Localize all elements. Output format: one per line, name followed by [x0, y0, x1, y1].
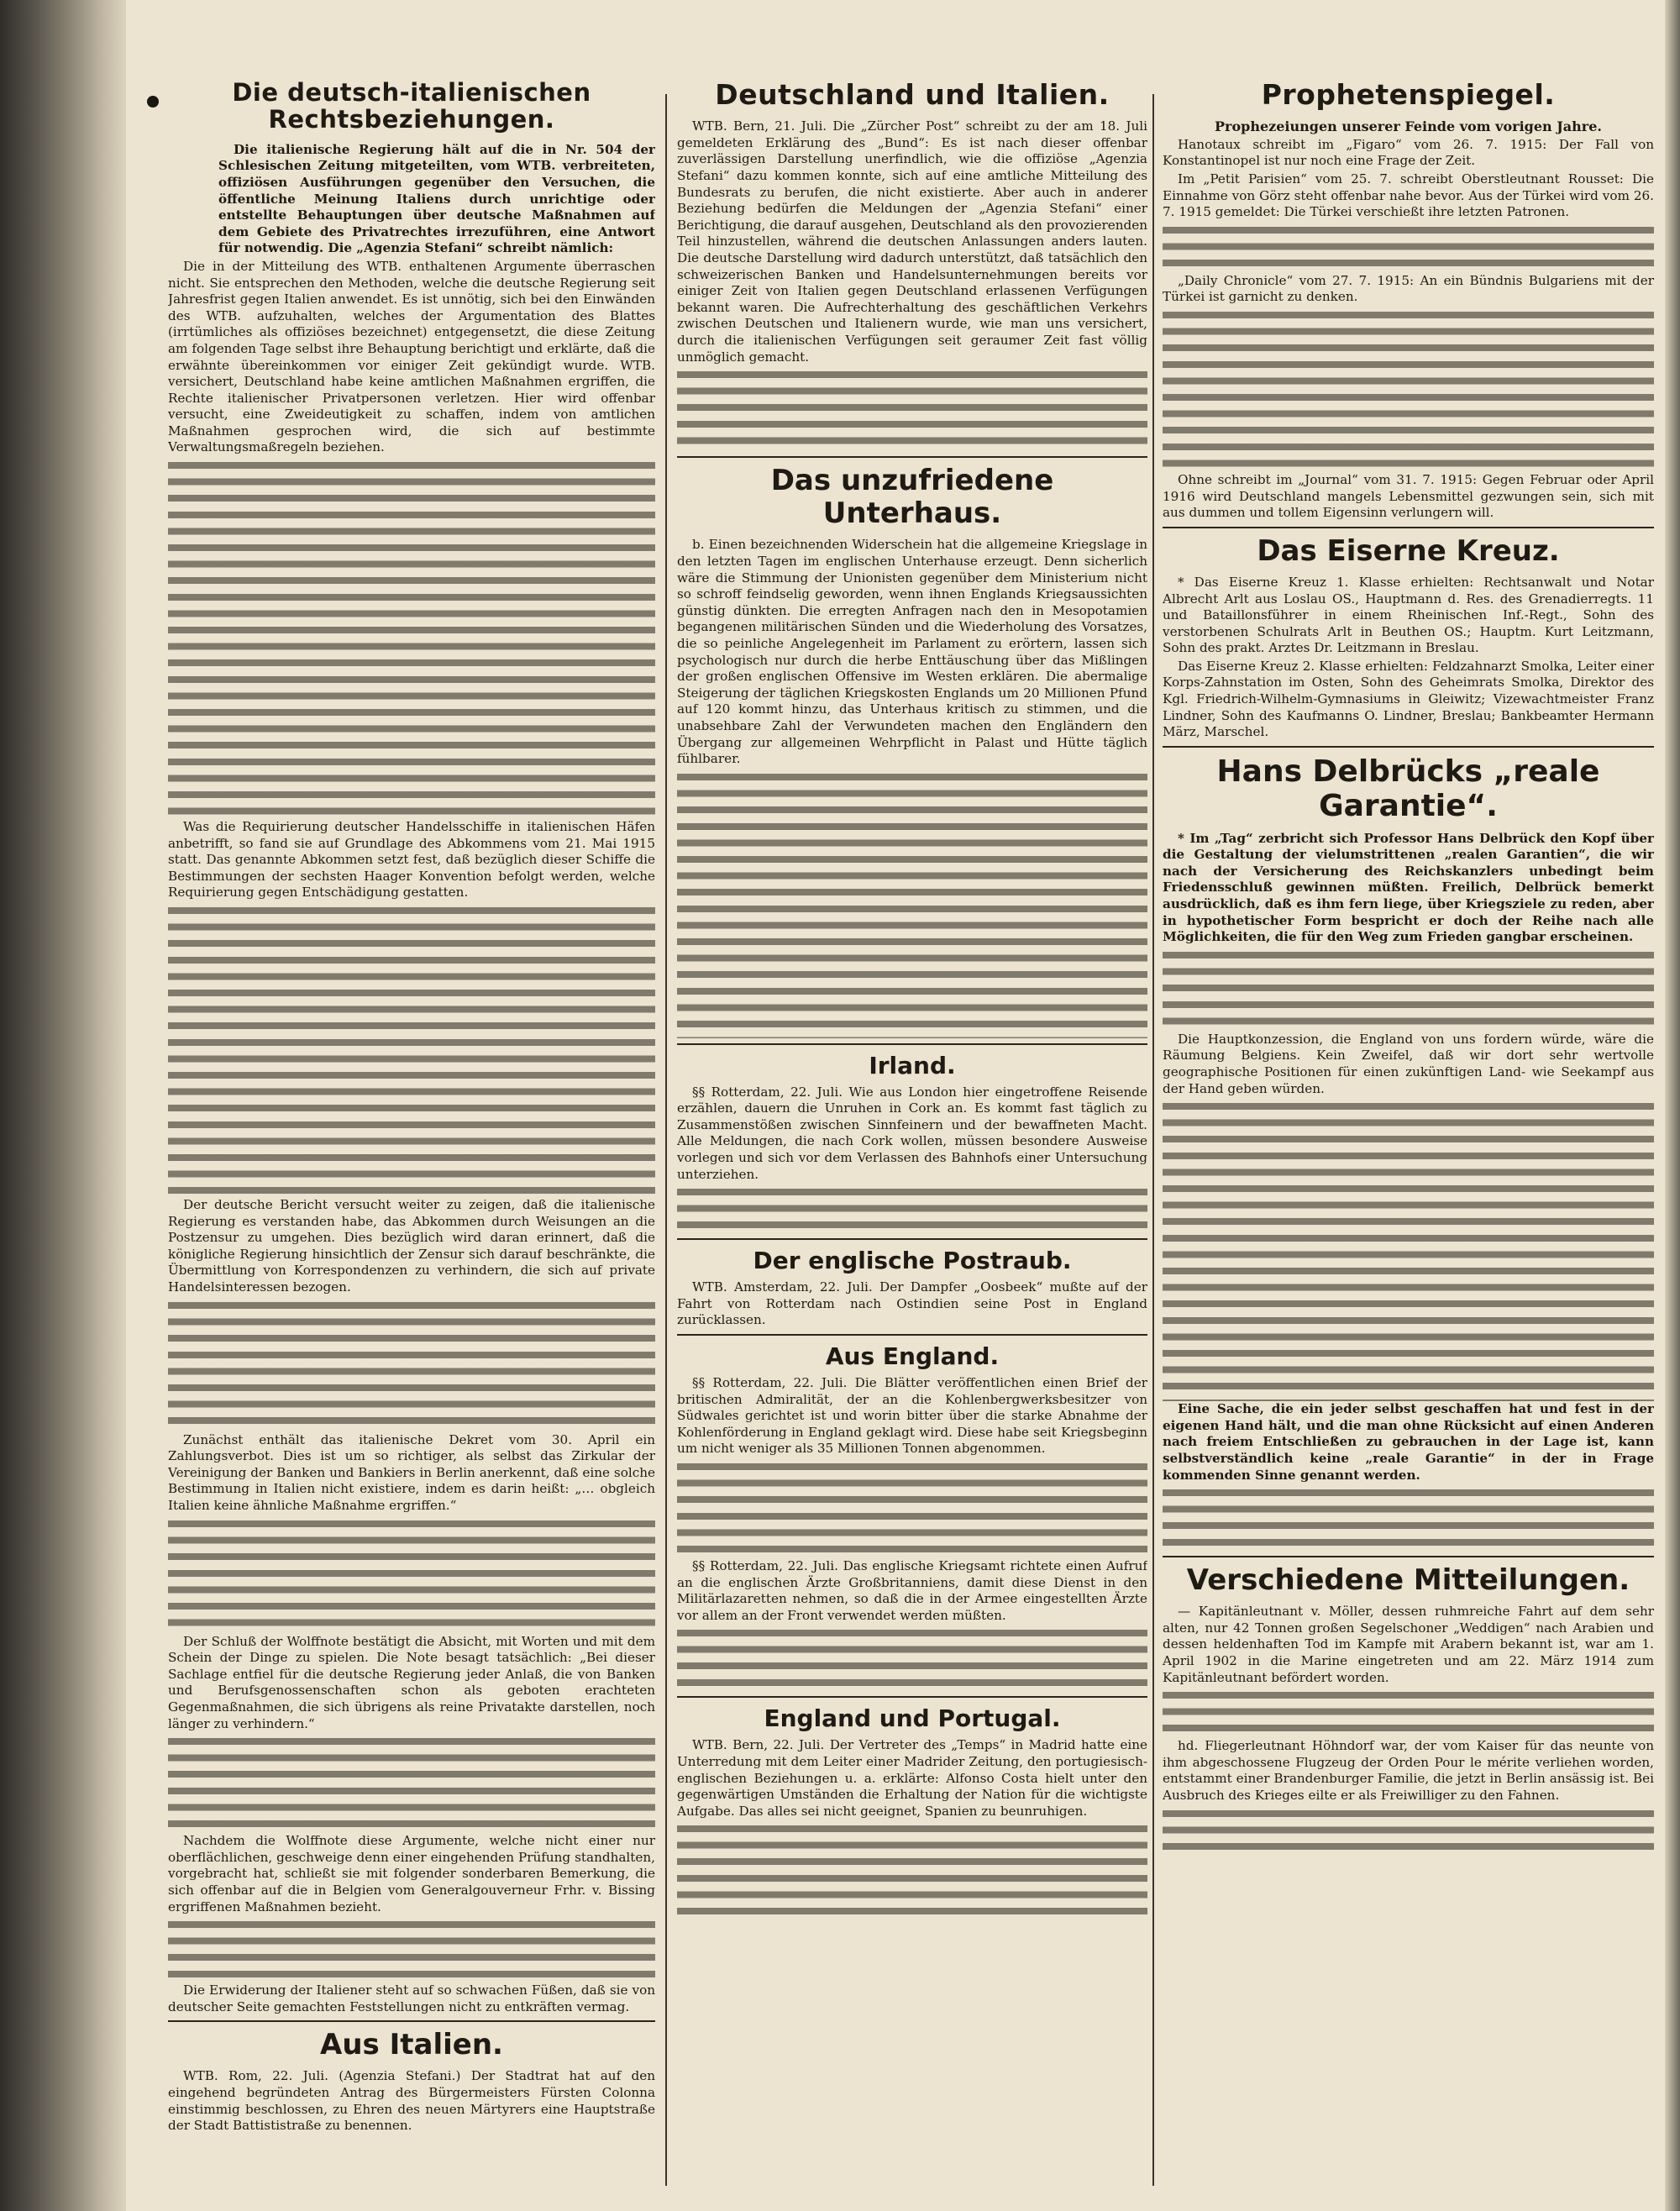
article-paragraph: §§ Rotterdam, 22. Juli. Wie aus London hier eingetroffene Reisende erzählen, dauern die Unruhen in Cork an. Es kommt fast täglich zu Zusammenstößen zwischen Sinnfeinern und der bewaffneten Macht. Alle Meldungen, die nach Cork wollen, müssen besondere Ausweise vorlegen und sich vor dem Verlassen des Bahnhofs einer Untersuchung unterziehen. [677, 1084, 1147, 1182]
book-binding-shadow [0, 0, 126, 2211]
column-rule [1152, 94, 1154, 2186]
article-paragraph: Hanotaux schreibt im „Figaro“ vom 26. 7. 1915: Der Fall von Konstantinopel ist nur noch eine Frage der Zeit. [1163, 136, 1654, 169]
text-lines [168, 1734, 655, 1833]
article-paragraph: Was die Requirierung deutscher Handelsschiffe in italienischen Häfen anbetrifft, so fand sie auf Grundlage des Abkommens vom 21. Mai 1915 statt. Das genannte Abkommen setzt fest, daß bezüglich dieser Schiffe die Bestimmungen der sechsten Haager Konvention befolgt werden, welche Requirierung gegen Entschädigung gestatten. [168, 819, 655, 901]
article-paragraph: §§ Rotterdam, 22. Juli. Das englische Kriegsamt richtete einen Aufruf an die englischen Ärzte Großbritanniens, damit diese Dienst in den Militärlazaretten nehmen, so daß die in der Armee eingestellten Ärzte vor allem an der Front verwendet werden müßten. [677, 1558, 1147, 1623]
article-paragraph: Im „Petit Parisien“ vom 25. 7. schreibt Oberstleutnant Rousset: Die Einnahme von Görz steht offenbar nahe bevor. Aus der Türkei wird vom 26. 7. 1915 gemeldet: Die Türkei verschießt ihre letzten Patronen. [1163, 171, 1654, 220]
article-intro: Die italienische Regierung hält auf die in Nr. 504 der Schlesischen Zeitung mitgeteilten, vom WTB. verbreiteten, offiziösen Ausführungen gegenüber den Versuchen, die öffentliche Meinung Italiens durch unrichtige oder entstellte Behauptungen über deutsche Maßnahmen auf dem Gebiete des Privatrechtes irrezuführen, eine Antwort für notwendig. Die „Agenzia Stefani“ schreibt nämlich: [218, 141, 655, 256]
article-subtitle: Prophezeiungen unserer Feinde vom vorigen Jahre. [1215, 118, 1602, 135]
page-edge [1665, 0, 1680, 2211]
text-lines [677, 1459, 1147, 1558]
article-paragraph: * Im „Tag“ zerbricht sich Professor Hans Delbrück den Kopf über die Gestaltung der vielumstrittenen „realen Garantien“, die wir nach der Versicherung des Reichskanzlers unbedingt beim Friedensschluß gewinnen müßten. Freilich, Delbrück bemerkt ausdrücklich, daß es ihm fern liege, über Kriegsziele zu reden, aber in hypothetischer Form bespricht er doch der Reihe nach alle Möglichkeiten, die für den Weg zum Frieden gangbar erscheinen. [1163, 830, 1654, 945]
section-bullet [147, 96, 159, 108]
article-title: Die deutsch-italienischen Rechtsbeziehungen. [232, 80, 591, 134]
section-title: Aus England. [825, 1342, 1000, 1371]
section-rule [168, 2020, 655, 2022]
section-title: Aus Italien. [320, 2028, 503, 2062]
article-paragraph: Ohne schreibt im „Journal“ vom 31. 7. 1915: Gegen Februar oder April 1916 wird Deutschland mangels Lebensmittel gezwungen sein, sich mit aus dummen und tollem Eigensinn verlungern will. [1163, 472, 1654, 521]
article-paragraph: Eine Sache, die ein jeder selbst geschaffen hat und fest in der eigenen Hand hält, und die man ohne Rücksicht auf einen Anderen nach freiem Entschließen zu gebrauchen in der Lage ist, kann selbstverständlich keine „reale Garantie“ in der in Frage kommenden Sinne genannt werden. [1163, 1401, 1654, 1483]
text-lines [1163, 1806, 1654, 1857]
section-rule [677, 456, 1147, 458]
text-lines [168, 458, 655, 819]
text-lines [677, 1625, 1147, 1691]
column-middle [677, 80, 1147, 2194]
column-rule [665, 94, 667, 2186]
article-paragraph: WTB. Rom, 22. Juli. (Agenzia Stefani.) Der Stadtrat hat auf den eingehend begründeten Antrag des Bürgermeisters Fürsten Colonna einstimmig beschlossen, zu Ehren des neuen Märtyrers eine Hauptstraße der Stadt Battististraße zu benennen. [168, 2068, 655, 2134]
article-paragraph: Die Hauptkonzession, die England von uns fordern würde, wäre die Räumung Belgiens. Kein Zweifel, daß wir dort sehr wertvolle geographische Positionen für einen zukünftigen Land- wie Seekampf aus der Hand geben würden. [1163, 1031, 1654, 1096]
text-lines [1163, 307, 1654, 472]
text-lines [168, 1516, 655, 1634]
article-paragraph: Die Erwiderung der Italiener steht auf so schwachen Füßen, daß sie von deutscher Seite gemachten Feststellungen nicht zu entkräften vermag. [168, 1983, 655, 2014]
column-right [1163, 80, 1654, 2194]
text-lines [677, 1184, 1147, 1233]
article-title: Prophetenspiegel. [1261, 80, 1556, 111]
article-paragraph: * Das Eiserne Kreuz 1. Klasse erhielten: Rechtsanwalt und Notar Albrecht Arlt aus Loslau OS., Hauptmann d. Res. des Grenadierregts. 11 und Bataillonsführer in einem Rheinischen Inf.-Regt., Sohn des verstorbenen Schulrats Arlt in Beuthen OS.; Hauptm. Kurt Leitzmann, Sohn des prakt. Arztes Dr. Leitzmann in Breslau. [1163, 574, 1654, 656]
section-title: Der englische Postraub. [753, 1247, 1072, 1275]
article-paragraph: Die in der Mitteilung des WTB. enthaltenen Argumente überraschen nicht. Sie entsprechen den Methoden, welche die deutsche Regierung seit Jahresfrist gegen Italien anwendet. Es ist unnötig, sich bei den Einwänden des WTB. aufzuhalten, welches der Argumentation des Blattes (irrtümliches als offiziöses bezeichnet) entgegensetzt, die diese Zeitung am folgenden Tage selbst ihre Behauptung berichtigt und erklärte, daß die erwähnte übereinkommen vor einiger Zeit gekündigt wurde. WTB. versichert, Deutschland habe keine amtlichen Maßnahmen ergriffen, die Rechte italienischer Privatpersonen verletzen. Hier wird offenbar versucht, eine Zweideutigkeit zu schaffen, indem von amtlichen Maßnahmen gesprochen wird, die sich auf bestimmte Verwaltungsmaßregeln beziehen. [168, 258, 655, 455]
article-paragraph: b. Einen bezeichnenden Widerschein hat die allgemeine Kriegslage in den letzten Tagen im englischen Unterhause erzeugt. Denn sicherlich wäre die Stimmung der Unionisten gegenüber dem Ministerium nicht so schroff feindselig geworden, wenn ihnen Englands Kriegsaussichten günstig dünkten. Die erregten Anfragen nach den in Mesopotamien begangenen militärischen Sünden und die Wiederholung des Vorsatzes, die so peinliche Angelegenheit im Parlament zu erörtern, lassen sich psychologisch nur durch die herbe Enttäuschung über das Mißlingen der großen englischen Offensive im Westen erklären. Die abermalige Steigerung der täglichen Kriegskosten Englands um 20 Millionen Pfund auf 120 kommt hinzu, das Unterhaus kritisch zu stimmen, und die unabsehbare Zahl der Verwundeten machen den Engländern den Übergang zur allgemeinen Wehrpflicht in Palast und Hütte täglich fühlbarer. [677, 537, 1147, 767]
section-rule [677, 1238, 1147, 1240]
section-rule [677, 1334, 1147, 1336]
article-paragraph: hd. Fliegerleutnant Höhndorf war, der vom Kaiser für das neunte von ihm abgeschossene Flugzeug der Orden Pour le mérite verliehen worden, entstammt einer Brandenburger Familie, die jetzt in Berlin ansässig ist. Bei Ausbruch des Krieges eilte er als Freiwilliger zu den Fahnen. [1163, 1738, 1654, 1803]
text-lines [677, 1821, 1147, 1920]
text-lines [168, 1917, 655, 1983]
section-rule [1163, 527, 1654, 528]
article-paragraph: WTB. Bern, 21. Juli. Die „Zürcher Post“ schreibt zu der am 18. Juli gemeldeten Erklärung des „Bund“: Es ist nach dieser offenbar zuverlässigen Darstellung unerfindlich, wie die offiziöse „Agenzia Stefani“ dazu kommen konnte, sich auf eine amtliche Mitteilung des Bundesrats zu berufen, die nicht existierte. Aber auch in anderer Beziehung bedürfen die Meldungen der „Agenzia Stefani“ einer Berichtigung, die darauf ausgehen, Deutschland als den provozierenden Teil hinzustellen, während die deutschen Anlassungen anders lauten. Die deutsche Darstellung wird dadurch unterstützt, daß tatsächlich den schweizerischen Banken und Handelsunternehmungen bereits vor einiger Zeit von Italien gegen Deutschland erlassenen Verfügungen bekannt waren. Die Aufrechterhaltung des geschäftlichen Verkehrs zwischen Deutschen und Italienern wurde, wie man uns versichert, durch die italienischen Verfügungen seit geraumer Zeit fast völlig unmöglich gemacht. [677, 118, 1147, 365]
section-rule [1163, 746, 1654, 748]
text-lines [168, 903, 655, 1197]
article-paragraph: WTB. Bern, 22. Juli. Der Vertreter des „Temps“ in Madrid hatte eine Unterredung mit dem Leiter einer Madrider Zeitung, den portugiesisch-englischen Beziehungen u. a. erklärte: Alfonso Costa hielt unter den gegenwärtigen Umständen die Erhaltung der Nation für die wichtigste Aufgabe. Das alles sei nicht geeignet, Spanien zu beunruhigen. [677, 1737, 1147, 1819]
article-paragraph: „Daily Chronicle“ vom 27. 7. 1915: An ein Bündnis Bulgariens mit der Türkei ist garnicht zu denken. [1163, 272, 1654, 305]
section-title: Verschiedene Mitteilungen. [1186, 1563, 1630, 1598]
article-paragraph: — Kapitänleutnant v. Möller, dessen ruhmreiche Fahrt auf dem sehr alten, nur 42 Tonnen großen Segelschoner „Weddigen“ nach Arabien und dessen heldenhaften Tod im Kampfe mit Arabern bekannt ist, war am 1. April 1902 in die Marine eingetreten und am 22. März 1914 zum Kapitänleutnant befördert worden. [1163, 1604, 1654, 1685]
article-paragraph: Der deutsche Bericht versucht weiter zu zeigen, daß die italienische Regierung es verstanden habe, das Abkommen durch Weisungen an die Postzensur zu umgehen. Dies bezüglich wird daran erinnert, daß die königliche Regierung hinsichtlich der Zensur sich darauf beschränkte, die Übermittlung von Korrespondenzen zu verhindern, die sich auf private Handelsinteressen bezogen. [168, 1197, 655, 1295]
section-rule [1163, 1556, 1654, 1557]
text-lines [1163, 1688, 1654, 1738]
text-lines [168, 1298, 655, 1432]
section-title: Hans Delbrücks „reale Garantie“. [1216, 754, 1600, 824]
column-left [168, 80, 655, 2194]
article-paragraph: Das Eiserne Kreuz 2. Klasse erhielten: Feldzahnarzt Smolka, Leiter einer Korps-Zahnstation im Osten, Sohn des Geheimrats Smolka, Direktor des Kgl. Friedrich-Wilhelm-Gymnasiums in Gleiwitz; Vizewachtmeister Franz Lindner, Sohn des Kaufmanns O. Lindner, Breslau; Bankbeamter Hermann März, Marschel. [1163, 658, 1654, 740]
text-lines [1163, 1099, 1654, 1401]
section-title: Das Eiserne Kreuz. [1257, 533, 1560, 568]
section-rule [677, 1043, 1147, 1045]
section-title: Das unzufriedene Unterhaus. [770, 464, 1054, 531]
article-paragraph: Der Schluß der Wolffnote bestätigt die Absicht, mit Worten und mit dem Schein der Dinge zu spielen. Die Note besagt tatsächlich: „Bei dieser Sachlage entfiel für die deutsche Regierung jeder Anlaß, die von Banken und Berufsgenossenschaften schon als geboten erachteten Gegenmaßnahmen, die sich übrigens als reine Privatakte darstellen, noch länger zu verhindern.“ [168, 1633, 655, 1731]
text-lines [1163, 948, 1654, 1032]
article-title: Deutschland und Italien. [715, 80, 1110, 111]
section-rule [677, 1696, 1147, 1698]
text-lines [1163, 1485, 1654, 1551]
text-lines [1163, 223, 1654, 273]
text-lines [677, 769, 1147, 1038]
section-title: England und Portugal. [764, 1704, 1061, 1733]
text-lines [677, 367, 1147, 451]
article-paragraph: Nachdem die Wolffnote diese Argumente, welche nicht einer nur oberflächlichen, geschweige denn einer eingehenden Prüfung standhalten, vorgebracht hat, schließt sie mit folgender sonderbaren Bemerkung, die sich offenbar auf die in Belgien vom Generalgouverneur Frhr. v. Bissing ergriffenen Maßnahmen bezieht. [168, 1833, 655, 1914]
article-paragraph: WTB. Amsterdam, 22. Juli. Der Dampfer „Oosbeek“ mußte auf der Fahrt von Rotterdam nach Ostindien seine Post in England zurücklassen. [677, 1279, 1147, 1328]
article-paragraph: Zunächst enthält das italienische Dekret vom 30. April ein Zahlungsverbot. Dies ist um so richtiger, als selbst das Zirkular der Vereinigung der Banken und Bankiers in Berlin anerkennt, daß eine solche Bestimmung in Italien nicht existiere, indem es darin heißt: „… obgleich Italien keine ähnliche Maßnahme ergriffen.“ [168, 1431, 655, 1513]
section-title: Irland. [869, 1051, 956, 1079]
article-paragraph: §§ Rotterdam, 22. Juli. Die Blätter veröffentlichen einen Brief der britischen Admiralität, der an die Kohlenbergwerksbesitzer von Südwales gerichtet ist und worin bitter über die starke Abnahme der Kohlenförderung in England geklagt wird. Diese habe seit Kriegsbeginn um nicht weniger als 35 Millionen Tonnen abgenommen. [677, 1375, 1147, 1457]
